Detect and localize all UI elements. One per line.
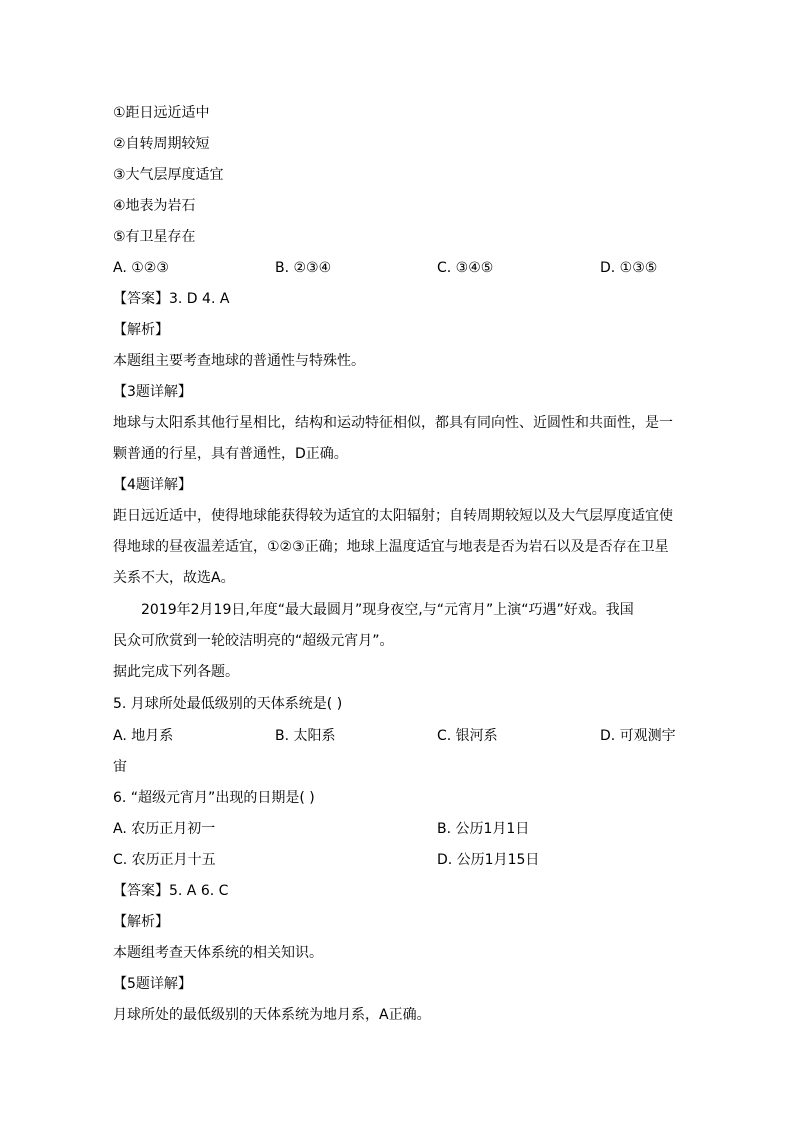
q4-option-b: B. ②③④: [275, 260, 332, 276]
q4-detail-line: 距日远近适中，使得地球能获得较为适宜的太阳辐射；自转周期较短以及大气层厚度适宜使: [113, 508, 673, 524]
q6-option-b: B. 公历1月1日: [437, 821, 530, 837]
material-line: 民众可欣赏到一轮皎洁明亮的“超级元宵月”。: [113, 633, 394, 649]
q3-detail-line: 颗普通的行星，具有普通性，D正确。: [113, 446, 348, 462]
q4-detail-label: 【4题详解】: [113, 477, 192, 493]
q6-option-c: C. 农历正月十五: [113, 852, 216, 868]
q5-option-a: A. 地月系: [113, 728, 174, 744]
statement-3: ③大气层厚度适宜: [113, 167, 224, 183]
analysis-label: 【解析】: [113, 322, 169, 338]
statement-2: ②自转周期较短: [113, 136, 210, 152]
q3-detail-line: 地球与太阳系其他行星相比，结构和运动特征相似，都具有同向性、近圆性和共面性，是一: [113, 415, 673, 431]
q5-detail-line: 月球所处的最低级别的天体系统为地月系，A正确。: [113, 1007, 431, 1023]
q5-option-b: B. 太阳系: [275, 728, 336, 744]
q4-detail-line: 得地球的昼夜温差适宜，①②③正确；地球上温度适宜与地表是否为岩石以及是否存在卫星: [113, 539, 669, 555]
q5-option-d: D. 可观测宇: [600, 728, 676, 744]
q4-option-d: D. ①③⑤: [600, 260, 658, 276]
q6-stem: 6. “超级元宵月”出现的日期是( ): [113, 790, 315, 806]
q4-option-c: C. ③④⑤: [437, 260, 494, 276]
q6-option-a: A. 农历正月初一: [113, 821, 216, 837]
q3-detail-label: 【3题详解】: [113, 384, 192, 400]
analysis-text: 本题组考查天体系统的相关知识。: [113, 945, 323, 961]
q6-option-d: D. 公历1月15日: [437, 852, 540, 868]
q4-option-a: A. ①②③: [113, 260, 169, 276]
q4-detail-line: 关系不大，故选A。: [113, 570, 235, 586]
answer-q3-q4: 【答案】3. D 4. A: [113, 291, 230, 307]
q5-stem: 5. 月球所处最低级别的天体系统是( ): [113, 696, 343, 712]
analysis-text: 本题组主要考查地球的普通性与特殊性。: [113, 353, 365, 369]
q5-detail-label: 【5题详解】: [113, 976, 192, 992]
analysis-label: 【解析】: [113, 914, 169, 930]
answer-q5-q6: 【答案】5. A 6. C: [113, 883, 229, 899]
statement-5: ⑤有卫星存在: [113, 229, 196, 245]
material-line: 2019年2月19日,年度“最大最圆月”现身夜空,与“元宵月”上演“巧遇”好戏。我国: [141, 602, 634, 618]
statement-4: ④地表为岩石: [113, 198, 196, 214]
q5-option-d-wrap: 宙: [113, 759, 127, 775]
statement-1: ①距日远近适中: [113, 105, 210, 121]
q5-option-c: C. 银河系: [437, 728, 498, 744]
material-prompt: 据此完成下列各题。: [113, 664, 239, 680]
